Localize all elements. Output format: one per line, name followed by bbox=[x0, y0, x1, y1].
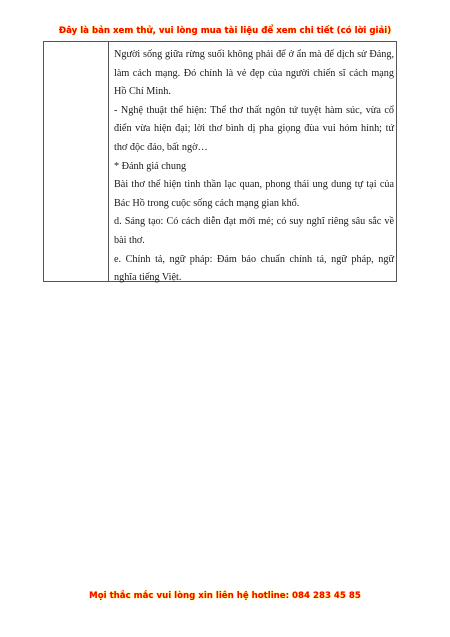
paragraph-spelling: e. Chính tả, ngữ pháp: Đảm bảo chuẩn chính tả, ngữ pháp, ngữ nghĩa tiếng Việt. bbox=[114, 253, 394, 284]
paragraph-assessment-heading: * Đánh giá chung bbox=[114, 160, 187, 172]
paragraph-creativity: d. Sáng tạo: Có cách diễn đạt mới mẻ; có suy nghĩ riêng sâu sắc về bài thơ. bbox=[114, 216, 394, 246]
answer-cell bbox=[114, 46, 394, 288]
hotline-notice: Mọi thắc mắc vui lòng xin liên hệ hotline: 084 283 45 85 bbox=[89, 591, 361, 601]
paragraph-assessment: Bài thơ thể hiện tinh thần lạc quan, phong thái ung dung tự tại của Bác Hồ trong cuộc sống cách mạng gian khổ. bbox=[114, 179, 394, 209]
preview-notice: Đây là bản xem thử, vui lòng mua tài liệu để xem chi tiết (có lời giải) bbox=[58, 26, 392, 36]
column-divider bbox=[108, 42, 109, 281]
paragraph-art: - Nghệ thuật thể hiện: Thể thơ thất ngôn tứ tuyệt hàm súc, vừa cổ điển vừa hiện đại; lời thơ bình dị pha giọng đùa vui hóm hỉnh; tứ thơ độc đáo, bất ngờ… bbox=[114, 104, 394, 153]
answer-table bbox=[43, 41, 397, 282]
paragraph-meaning: Người sống giữa rừng suối không phải để ở ẩn mà để dịch sử Đảng, làm cách mạng. Đó chính là vẻ đẹp của người chiến sĩ cách mạng Hồ Chí Minh. bbox=[114, 49, 394, 98]
